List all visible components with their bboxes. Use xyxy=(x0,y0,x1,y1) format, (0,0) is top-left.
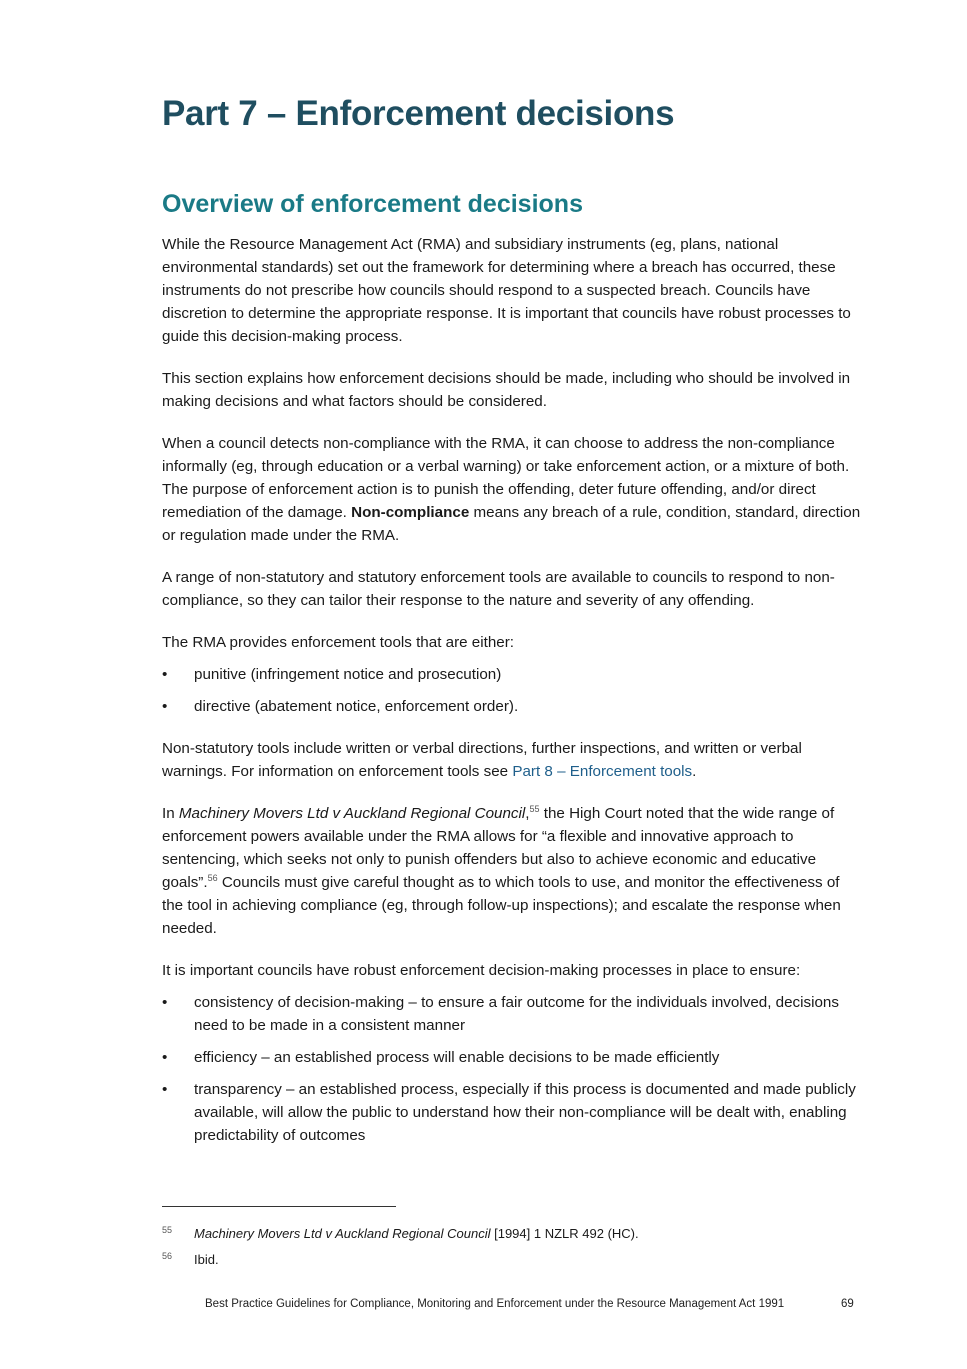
list-item-text: transparency – an established process, especially if this process is documented and made publicly available, will allow the public to understand how their non-compliance will be dealt with, enabling predictability of outcomes xyxy=(194,1081,856,1144)
paragraph: This section explains how enforcement decisions should be made, including who should be involved in making decisions and what factors should be considered. xyxy=(162,370,851,410)
footnote-ref[interactable]: 56 xyxy=(207,872,218,883)
list-item-text: consistency of decision-making – to ensure a fair outcome for the individuals involved, decisions need to be made in a consistent manner xyxy=(194,994,839,1034)
text-run: Non-statutory tools include written or verbal directions, further inspections, and written or verbal warnings. For information on enforcement tools see xyxy=(162,740,802,780)
paragraph: While the Resource Management Act (RMA) and subsidiary instruments (eg, plans, national environmental standards) set out the framework for determining where a breach has occurred, these instruments do not prescribe how councils should respond to a suspected breach. Councils have discretion to determine the appropriate response. It is important that councils have robust processes to guide this decision-making process. xyxy=(162,236,851,345)
text-run: Councils must give careful thought as to which tools to use, and monitor the effectiveness of the tool in achieving compliance (eg, through follow-up inspections); and escalate the response when needed. xyxy=(162,874,841,937)
footnote-text: Ibid. xyxy=(194,1252,219,1267)
bullet-list xyxy=(162,663,862,718)
body-text xyxy=(162,233,862,1166)
paragraph xyxy=(162,737,862,783)
page-number: 69 xyxy=(841,1298,854,1310)
footnote-number: 56 xyxy=(162,1251,173,1261)
footnotes xyxy=(162,1225,862,1277)
list-item xyxy=(162,1046,862,1069)
list-item xyxy=(162,991,862,1037)
bold-term: Non-compliance xyxy=(351,504,470,521)
footnote xyxy=(162,1225,862,1243)
part-8-link[interactable]: Part 8 – Enforcement tools xyxy=(512,763,693,780)
bullet-icon: • xyxy=(162,666,168,683)
paragraph: It is important councils have robust enforcement decision-making processes in place to ensure: xyxy=(162,962,801,979)
list-item-text: efficiency – an established process will enable decisions to be made efficiently xyxy=(194,1049,720,1066)
bullet-icon: • xyxy=(162,698,168,715)
text-run: When a council detects non-compliance with the RMA, it can choose to address the non-compliance informally (eg, through education or a verbal warning) or take enforcement action, or a mixture of both. The purpose of enforcement action is to punish the offending, deter future offending, and/or direct remediation of the damage. xyxy=(162,435,850,521)
paragraph xyxy=(162,802,862,940)
footnote xyxy=(162,1251,862,1269)
bullet-icon: • xyxy=(162,1081,168,1098)
paragraph xyxy=(162,432,862,547)
text-run: , xyxy=(525,805,530,822)
case-name: Machinery Movers Ltd v Auckland Regional Council xyxy=(178,805,526,822)
footer-title: Best Practice Guidelines for Compliance, Monitoring and Enforcement under the Resource Management Act 1991 xyxy=(205,1298,785,1310)
bullet-list xyxy=(162,991,862,1147)
paragraph: A range of non-statutory and statutory enforcement tools are available to councils to respond to non-compliance, so they can tailor their response to the nature and severity of any offending. xyxy=(162,569,835,609)
page-footer xyxy=(205,1298,855,1310)
text-run: In xyxy=(162,805,179,822)
footnote-number: 55 xyxy=(162,1225,173,1235)
case-name: Machinery Movers Ltd v Auckland Regional Council xyxy=(194,1226,491,1241)
bullet-icon: • xyxy=(162,1049,168,1066)
list-item xyxy=(162,695,862,718)
list-item-text: directive (abatement notice, enforcement order). xyxy=(194,698,519,715)
page-title: Part 7 – Enforcement decisions xyxy=(162,94,675,133)
text-run: . xyxy=(692,763,697,780)
paragraph: The RMA provides enforcement tools that are either: xyxy=(162,634,515,651)
footnote-divider xyxy=(162,1206,396,1207)
text-run: the High Court noted that the wide range of enforcement powers available under the RMA allows for “a flexible and innovative approach to sentencing, which seeks not only to punish offenders but also to achieve economic and educative goals”. xyxy=(162,805,835,891)
list-item xyxy=(162,1078,862,1147)
bullet-icon: • xyxy=(162,994,168,1011)
text-run: means any breach of a rule, condition, standard, direction or regulation made under the RMA. xyxy=(162,504,861,544)
list-item-text: punitive (infringement notice and prosecution) xyxy=(194,666,502,683)
footnote-ref[interactable]: 55 xyxy=(529,803,540,814)
section-heading: Overview of enforcement decisions xyxy=(162,190,583,218)
footnote-text: [1994] 1 NZLR 492 (HC). xyxy=(490,1226,639,1241)
list-item xyxy=(162,663,862,686)
